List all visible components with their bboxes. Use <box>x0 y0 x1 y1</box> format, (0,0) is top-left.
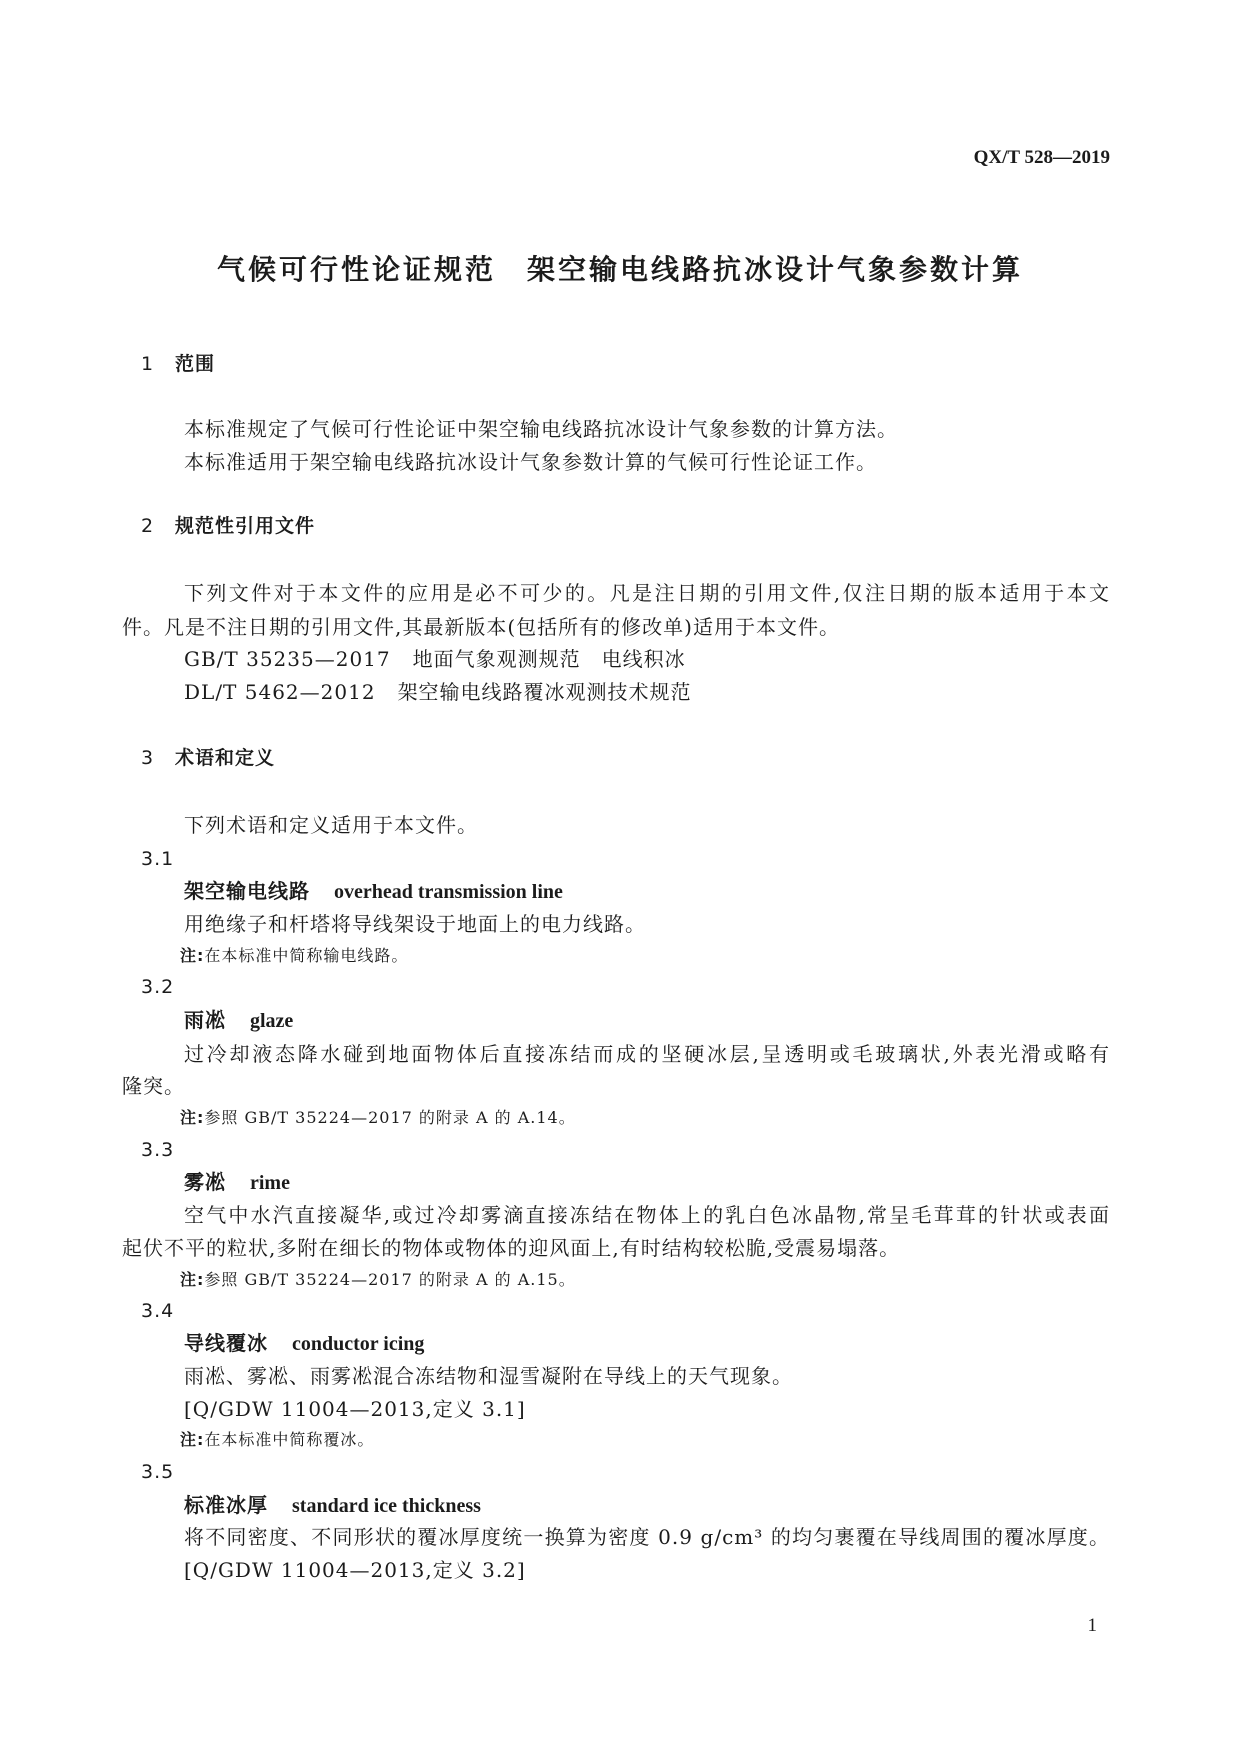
normative-reference <box>184 678 692 706</box>
clause-number: 3.5 <box>141 1461 175 1483</box>
note-text: 参照 GB/T 35224—2017 的附录 A 的 A.15。 <box>204 1270 576 1289</box>
note-text: 在本标准中简称输电线路。 <box>204 946 409 965</box>
term-entry <box>184 877 563 905</box>
term-note <box>180 942 408 970</box>
document-code: QX/T 528—2019 <box>973 147 1110 168</box>
section-title: 规范性引用文件 <box>175 515 316 537</box>
term-definition: 隆突。 <box>122 1074 185 1098</box>
term-chinese: 雨凇 <box>184 1008 226 1032</box>
section-number: 1 <box>141 353 155 375</box>
paragraph: 本标准适用于架空输电线路抗冰设计气象参数计算的气候可行性论证工作。 <box>184 450 877 474</box>
section-number: 3 <box>141 747 155 769</box>
clause-number: 3.1 <box>141 848 175 870</box>
document-title: 气候可行性论证规范 架空输电线路抗冰设计气象参数计算 <box>216 253 1023 286</box>
reference-code: DL/T 5462—2012 <box>184 680 376 704</box>
section-2-heading <box>141 512 315 540</box>
note-text: 在本标准中简称覆冰。 <box>204 1430 375 1449</box>
section-title: 范围 <box>175 353 216 375</box>
term-source: [Q/GDW 11004—2013,定义 3.1] <box>184 1397 526 1421</box>
term-english: rime <box>250 1172 290 1194</box>
section-title: 术语和定义 <box>175 747 276 769</box>
term-entry <box>184 1006 293 1034</box>
section-number: 2 <box>141 515 155 537</box>
section-1-heading <box>141 350 215 378</box>
term-note <box>180 1266 576 1294</box>
term-definition: 用绝缘子和杆塔将导线架设于地面上的电力线路。 <box>184 912 646 936</box>
term-chinese: 导线覆冰 <box>184 1331 268 1355</box>
note-label: 注: <box>180 1270 205 1289</box>
term-definition: 起伏不平的粒状,多附在细长的物体或物体的迎风面上,有时结构较松脆,受震易塌落。 <box>122 1236 901 1260</box>
term-definition: 将不同密度、不同形状的覆冰厚度统一换算为密度 0.9 g/cm³ 的均匀裹覆在导线周围的覆冰厚度。 <box>184 1525 1110 1549</box>
paragraph: 下列术语和定义适用于本文件。 <box>184 813 478 837</box>
note-text: 参照 GB/T 35224—2017 的附录 A 的 A.14。 <box>204 1108 576 1127</box>
term-chinese: 架空输电线路 <box>184 879 310 903</box>
note-label: 注: <box>180 946 205 965</box>
page-number: 1 <box>1087 1615 1097 1636</box>
term-english: standard ice thickness <box>292 1495 481 1517</box>
term-english: overhead transmission line <box>334 881 563 903</box>
term-chinese: 标准冰厚 <box>184 1493 268 1517</box>
term-entry <box>184 1491 481 1519</box>
term-definition: 雨凇、雾凇、雨雾凇混合冻结物和湿雪凝附在导线上的天气现象。 <box>184 1364 793 1388</box>
reference-title: 地面气象观测规范 电线积冰 <box>412 647 686 671</box>
term-note <box>180 1104 576 1132</box>
term-entry <box>184 1329 424 1357</box>
term-note <box>180 1426 374 1454</box>
note-label: 注: <box>180 1108 205 1127</box>
reference-title: 架空输电线路覆冰观测技术规范 <box>397 680 692 704</box>
paragraph: 本标准规定了气候可行性论证中架空输电线路抗冰设计气象参数的计算方法。 <box>184 417 898 441</box>
term-english: conductor icing <box>292 1333 425 1355</box>
clause-number: 3.2 <box>141 976 175 998</box>
section-3-heading <box>141 744 275 772</box>
normative-reference <box>184 645 686 673</box>
clause-number: 3.3 <box>141 1139 175 1161</box>
term-definition: 过冷却液态降水碰到地面物体后直接冻结而成的坚硬冰层,呈透明或毛玻璃状,外表光滑或略有 <box>184 1042 1110 1066</box>
term-definition: 空气中水汽直接凝华,或过冷却雾滴直接冻结在物体上的乳白色冰晶物,常呈毛茸茸的针状或表面 <box>184 1203 1110 1227</box>
term-entry <box>184 1168 290 1196</box>
paragraph-line: 件。凡是不注日期的引用文件,其最新版本(包括所有的修改单)适用于本文件。 <box>122 615 840 639</box>
clause-number: 3.4 <box>141 1300 175 1322</box>
note-label: 注: <box>180 1430 205 1449</box>
paragraph-line: 下列文件对于本文件的应用是必不可少的。凡是注日期的引用文件,仅注日期的版本适用于本文 <box>184 581 1110 605</box>
term-source: [Q/GDW 11004—2013,定义 3.2] <box>184 1558 526 1582</box>
term-english: glaze <box>250 1010 294 1032</box>
term-chinese: 雾凇 <box>184 1170 226 1194</box>
reference-code: GB/T 35235—2017 <box>184 647 391 671</box>
